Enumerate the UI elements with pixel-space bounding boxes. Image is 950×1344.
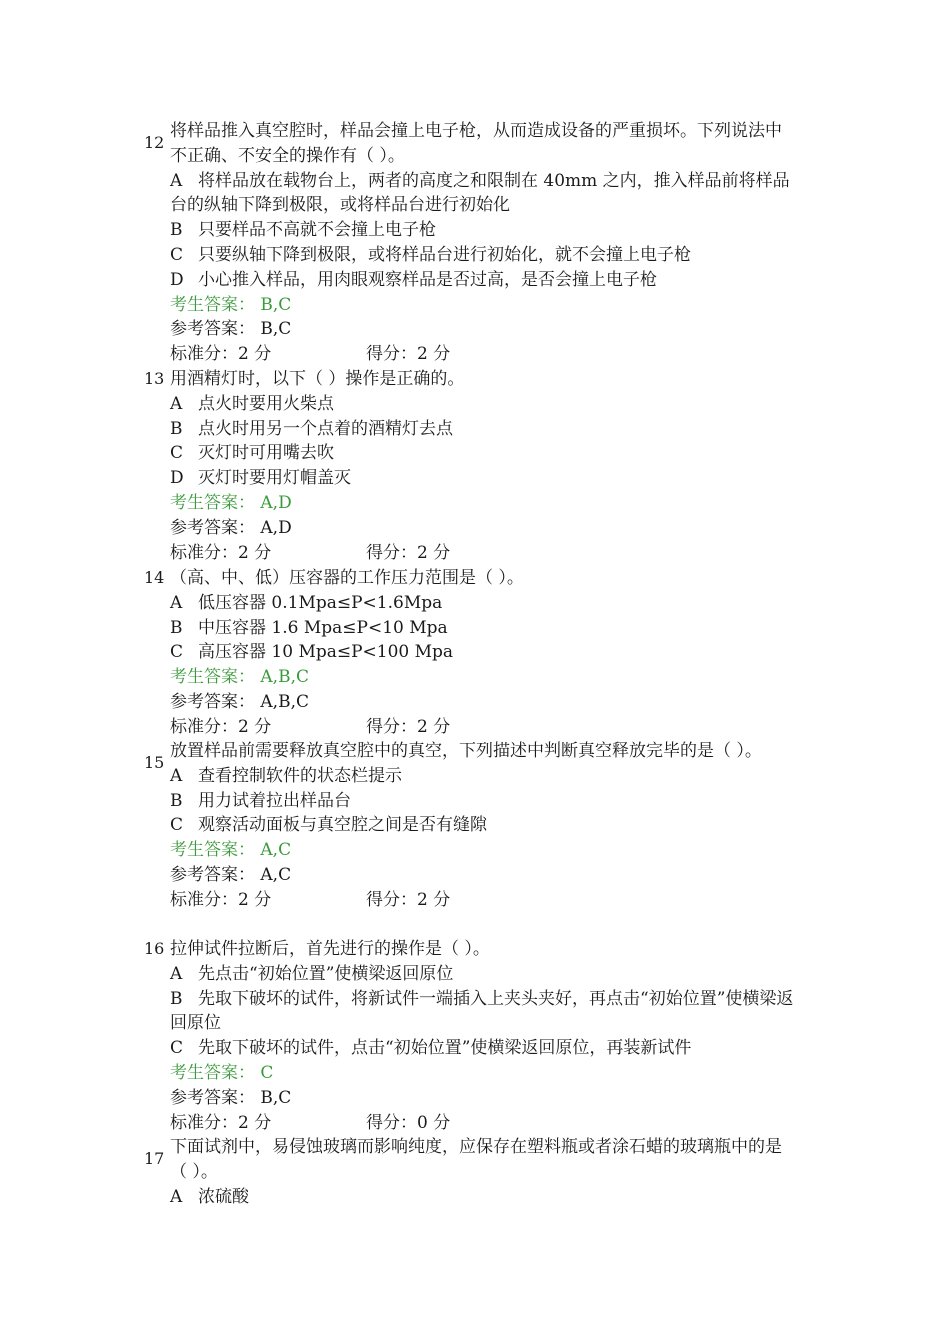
option-d	[170, 466, 795, 491]
score-row	[170, 541, 800, 566]
question-text: 将样品推入真空腔时，样品会撞上电子枪，从而造成设备的严重损坏。下列说法中不正确、不安全的操作有（ ）。	[170, 121, 782, 166]
option-letter: B	[170, 790, 183, 811]
option-text: 用力试着拉出样品台	[198, 790, 351, 811]
standard-score: 标准分：2 分	[170, 716, 272, 737]
option-letter: C	[170, 244, 184, 265]
standard-score: 标准分：2 分	[170, 1112, 272, 1133]
student-answer: 考生答案： A,D	[170, 492, 292, 513]
option-letter: A	[170, 170, 183, 191]
option-letter: D	[170, 468, 184, 489]
option-b	[170, 417, 795, 442]
option-a	[170, 591, 795, 616]
option-c	[170, 243, 795, 268]
option-text: 中压容器 1.6 Mpa≤P<10 Mpa	[198, 617, 448, 638]
reference-answer: 参考答案： A,B,C	[170, 691, 309, 712]
question-12	[0, 119, 800, 367]
option-text: 灭灯时可用嘴去吹	[198, 443, 334, 464]
reference-answer: 参考答案： A,D	[170, 517, 292, 538]
reference-answer: 参考答案： B,C	[170, 319, 292, 340]
option-letter: A	[170, 592, 183, 613]
option-c	[170, 640, 795, 665]
option-text: 只要样品不高就不会撞上电子枪	[198, 220, 436, 241]
option-text: 高压容器 10 Mpa≤P<100 Mpa	[198, 642, 454, 663]
earned-score: 得分：2 分	[366, 344, 451, 365]
option-text: 小心推入样品，用肉眼观察样品是否过高，是否会撞上电子枪	[198, 269, 657, 290]
option-a	[170, 962, 795, 987]
option-b	[170, 987, 795, 1037]
earned-score: 得分：0 分	[366, 1112, 451, 1133]
option-text: 先取下破坏的试件，将新试件一端插入上夹头夹好，再点击“初始位置”使横梁返回原位	[170, 988, 794, 1034]
student-answer: 考生答案： C	[170, 1062, 274, 1083]
question-number: 12	[144, 133, 165, 152]
option-a	[170, 764, 795, 789]
option-text: 将样品放在载物台上，两者的高度之和限制在 40mm 之内，推入样品前将样品台的纵轴下降到极限，或将样品台进行初始化	[170, 170, 790, 216]
option-a	[170, 169, 795, 219]
standard-score: 标准分：2 分	[170, 542, 272, 563]
standard-score: 标准分：2 分	[170, 889, 272, 910]
option-letter: D	[170, 269, 184, 290]
option-letter: A	[170, 1186, 183, 1207]
earned-score: 得分：2 分	[366, 889, 451, 910]
question-text: 拉伸试件拉断后，首先进行的操作是（ ）。	[170, 939, 490, 959]
question-13	[0, 367, 800, 565]
option-letter: B	[170, 418, 183, 439]
option-text: 点火时用另一个点着的酒精灯去点	[198, 418, 453, 439]
question-16	[0, 937, 800, 1135]
option-c	[170, 813, 795, 838]
option-text: 查看控制软件的状态栏提示	[198, 765, 402, 786]
reference-answer: 参考答案： B,C	[170, 1087, 292, 1108]
question-number: 13	[144, 369, 165, 388]
option-text: 先点击“初始位置”使横梁返回原位	[198, 963, 454, 984]
student-answer: 考生答案： A,C	[170, 840, 292, 861]
question-text: 放置样品前需要释放真空腔中的真空，下列描述中判断真空释放完毕的是（ ）。	[170, 741, 762, 761]
question-number: 15	[144, 753, 165, 772]
question-17	[0, 1135, 795, 1209]
score-row	[170, 342, 800, 367]
question-number: 16	[144, 939, 165, 958]
question-number: 14	[144, 568, 165, 587]
option-text: 灭灯时要用灯帽盖灭	[198, 468, 351, 489]
question-15	[0, 739, 800, 913]
option-text: 只要纵轴下降到极限，或将样品台进行初始化，就不会撞上电子枪	[198, 244, 691, 265]
student-answer: 考生答案： A,B,C	[170, 667, 309, 688]
question-text: （高、中、低）压容器的工作压力范围是（ ）。	[170, 568, 524, 588]
option-text: 点火时要用火柴点	[198, 393, 334, 414]
reference-answer: 参考答案： A,C	[170, 864, 292, 885]
option-letter: C	[170, 1038, 184, 1059]
score-row	[170, 1111, 800, 1136]
question-number: 17	[144, 1149, 165, 1168]
question-text: 用酒精灯时，以下（ ）操作是正确的。	[170, 369, 465, 389]
option-b	[170, 616, 795, 641]
option-d	[170, 268, 795, 293]
option-b	[170, 218, 795, 243]
earned-score: 得分：2 分	[366, 716, 451, 737]
option-letter: B	[170, 220, 183, 241]
score-row	[170, 715, 800, 740]
standard-score: 标准分：2 分	[170, 344, 272, 365]
score-row	[170, 888, 800, 913]
question-14	[0, 566, 800, 740]
option-text: 观察活动面板与真空腔之间是否有缝隙	[198, 815, 487, 836]
earned-score: 得分：2 分	[366, 542, 451, 563]
option-letter: B	[170, 617, 183, 638]
option-letter: C	[170, 642, 184, 663]
option-letter: C	[170, 443, 184, 464]
question-text: 下面试剂中，易侵蚀玻璃而影响纯度，应保存在塑料瓶或者涂石蜡的玻璃瓶中的是（ ）。	[170, 1137, 782, 1182]
option-text: 低压容器 0.1Mpa≤P<1.6Mpa	[198, 592, 443, 613]
option-letter: C	[170, 815, 184, 836]
option-a	[170, 1185, 795, 1210]
option-c	[170, 441, 795, 466]
student-answer: 考生答案： B,C	[170, 294, 292, 315]
option-letter: B	[170, 988, 183, 1009]
option-c	[170, 1036, 795, 1061]
option-letter: A	[170, 765, 183, 786]
option-a	[170, 392, 795, 417]
option-text: 先取下破坏的试件，点击“初始位置”使横梁返回原位，再装新试件	[198, 1038, 692, 1059]
option-letter: A	[170, 963, 183, 984]
option-letter: A	[170, 393, 183, 414]
option-text: 浓硫酸	[198, 1186, 249, 1207]
option-b	[170, 789, 795, 814]
